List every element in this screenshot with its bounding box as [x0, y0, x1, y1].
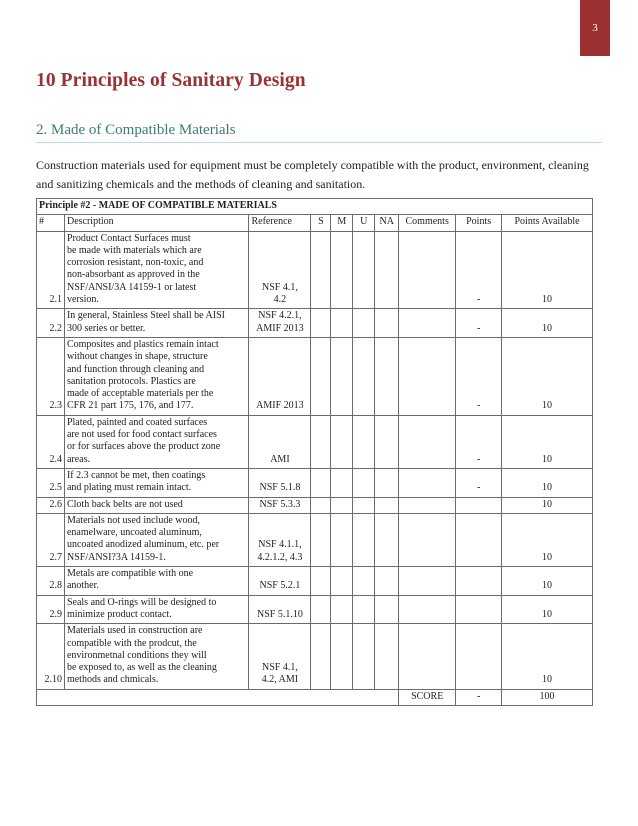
row-points — [456, 497, 502, 513]
table-title-row — [37, 199, 593, 215]
reference-line: 4.2 — [273, 294, 287, 306]
row-points: - — [456, 415, 502, 468]
description-line: environmetnal conditions they will — [66, 649, 207, 661]
row-reference — [249, 415, 311, 468]
row-s-cell — [311, 595, 331, 624]
description-line: Materials not used include wood, — [66, 514, 200, 526]
col-header-comments: Comments — [399, 215, 456, 231]
description-line: NSF/ANSI?3A 14159-1. — [66, 551, 166, 563]
row-comments-cell — [399, 567, 456, 596]
description-line: and function through cleaning and — [66, 363, 205, 375]
row-u-cell — [353, 595, 375, 624]
section-divider — [36, 142, 602, 143]
description-line: another. — [66, 580, 99, 592]
table-row — [37, 231, 593, 309]
description-line: methods and chmicals. — [66, 674, 159, 686]
row-number: 2.9 — [37, 595, 65, 624]
row-m-cell — [331, 337, 353, 415]
description-line: In general, Stainless Steel shall be AISI — [66, 310, 225, 322]
reference-line: NSF 5.3.3 — [259, 498, 301, 510]
row-s-cell — [311, 497, 331, 513]
row-reference — [249, 624, 311, 689]
row-na-cell — [375, 468, 399, 497]
row-comments-cell — [399, 595, 456, 624]
row-na-cell — [375, 415, 399, 468]
row-na-cell — [375, 567, 399, 596]
row-u-cell — [353, 309, 375, 338]
row-m-cell — [331, 468, 353, 497]
description-line: If 2.3 cannot be met, then coatings — [66, 469, 206, 481]
row-s-cell — [311, 624, 331, 689]
score-label: SCORE — [399, 689, 456, 705]
reference-line: AMIF 2013 — [256, 322, 304, 334]
row-u-cell — [353, 415, 375, 468]
description-line: and plating must remain intact. — [66, 482, 192, 494]
row-points-available: 10 — [502, 309, 593, 338]
col-header-description: Description — [64, 215, 249, 231]
row-number: 2.5 — [37, 468, 65, 497]
row-s-cell — [311, 415, 331, 468]
intro-paragraph: Construction materials used for equipment must be completely compatible with the product, environment, cleaning and sanitizing chemicals and the methods of cleaning and sanitation. — [36, 158, 589, 191]
row-reference — [249, 468, 311, 497]
row-points-available: 10 — [502, 513, 593, 566]
table-row — [37, 309, 593, 338]
row-na-cell — [375, 624, 399, 689]
row-s-cell — [311, 513, 331, 566]
row-number: 2.4 — [37, 415, 65, 468]
table-row — [37, 513, 593, 566]
description-line: be made with materials which are — [66, 244, 202, 256]
row-points — [456, 595, 502, 624]
row-u-cell — [353, 231, 375, 309]
row-na-cell — [375, 337, 399, 415]
row-u-cell — [353, 337, 375, 415]
row-description — [64, 231, 249, 309]
description-line: are not used for food contact surfaces — [66, 429, 217, 441]
description-line: sanitation protocols. Plastics are — [66, 375, 196, 387]
score-row — [37, 689, 593, 705]
description-line: made of acceptable materials per the — [66, 388, 214, 400]
description-line: without changes in shape, structure — [66, 351, 208, 363]
reference-line: NSF 5.2.1 — [259, 580, 301, 592]
reference-line: NSF 4.1, — [262, 662, 298, 674]
row-points: - — [456, 337, 502, 415]
description-line: CFR 21 part 175, 176, and 177. — [66, 400, 194, 412]
description-line: uncoated anodized aluminum, etc. per — [66, 539, 220, 551]
row-s-cell — [311, 468, 331, 497]
table-row — [37, 567, 593, 596]
col-header-number: # — [37, 215, 65, 231]
row-s-cell — [311, 567, 331, 596]
table-title: Principle #2 - MADE OF COMPATIBLE MATERIALS — [37, 199, 593, 215]
score-points: - — [456, 689, 502, 705]
row-reference — [249, 337, 311, 415]
row-points-available: 10 — [502, 337, 593, 415]
col-header-u: U — [353, 215, 375, 231]
row-comments-cell — [399, 497, 456, 513]
principles-table — [36, 198, 593, 706]
description-line: Plated, painted and coated surfaces — [66, 416, 208, 428]
row-description — [64, 337, 249, 415]
row-m-cell — [331, 309, 353, 338]
row-m-cell — [331, 595, 353, 624]
col-header-points-available: Points Available — [502, 215, 593, 231]
row-points-available: 10 — [502, 624, 593, 689]
row-description — [64, 595, 249, 624]
row-comments-cell — [399, 468, 456, 497]
row-comments-cell — [399, 231, 456, 309]
table-row — [37, 337, 593, 415]
row-comments-cell — [399, 415, 456, 468]
row-u-cell — [353, 624, 375, 689]
row-points — [456, 624, 502, 689]
row-na-cell — [375, 231, 399, 309]
row-reference — [249, 309, 311, 338]
row-comments-cell — [399, 309, 456, 338]
row-points-available: 10 — [502, 567, 593, 596]
table-row — [37, 595, 593, 624]
reference-line: AMI — [270, 453, 290, 465]
description-line: Seals and O-rings will be designed to — [66, 596, 217, 608]
row-description — [64, 415, 249, 468]
row-comments-cell — [399, 337, 456, 415]
row-description — [64, 624, 249, 689]
row-m-cell — [331, 415, 353, 468]
section-title: 2. Made of Compatible Materials — [36, 122, 236, 138]
row-number: 2.8 — [37, 567, 65, 596]
description-line: be exposed to, as well as the cleaning — [66, 662, 217, 674]
reference-line: NSF 4.1.1, — [258, 539, 302, 551]
description-line: Product Contact Surfaces must — [66, 232, 191, 244]
row-description — [64, 468, 249, 497]
row-u-cell — [353, 468, 375, 497]
description-line: or for surfaces above the product zone — [66, 441, 221, 453]
row-number: 2.6 — [37, 497, 65, 513]
row-points-available: 10 — [502, 415, 593, 468]
row-m-cell — [331, 231, 353, 309]
description-line: minimize product contact. — [66, 608, 172, 620]
row-number: 2.1 — [37, 231, 65, 309]
description-line: Metals are compatible with one — [66, 568, 194, 580]
row-number: 2.10 — [37, 624, 65, 689]
description-line: enamelware, uncoated aluminum, — [66, 527, 202, 539]
row-m-cell — [331, 624, 353, 689]
row-reference — [249, 497, 311, 513]
document-title: 10 Principles of Sanitary Design — [36, 70, 306, 91]
row-m-cell — [331, 567, 353, 596]
column-header-row — [37, 215, 593, 231]
table-row — [37, 415, 593, 468]
description-line: Composites and plastics remain intact — [66, 338, 219, 350]
row-reference — [249, 567, 311, 596]
row-m-cell — [331, 497, 353, 513]
description-line: 300 series or better. — [66, 322, 146, 334]
row-points: - — [456, 231, 502, 309]
row-description — [64, 567, 249, 596]
score-points-available: 100 — [502, 689, 593, 705]
row-points: - — [456, 468, 502, 497]
row-points — [456, 567, 502, 596]
table-row — [37, 468, 593, 497]
row-points: - — [456, 309, 502, 338]
description-line: Cloth back belts are not used — [66, 498, 183, 510]
reference-line: 4.2, AMI — [261, 674, 299, 686]
row-points — [456, 513, 502, 566]
description-line: areas. — [66, 453, 91, 465]
score-row-blank — [37, 689, 399, 705]
row-u-cell — [353, 513, 375, 566]
row-comments-cell — [399, 513, 456, 566]
row-s-cell — [311, 337, 331, 415]
row-u-cell — [353, 497, 375, 513]
description-line: compatible with the prodcut, the — [66, 637, 197, 649]
row-comments-cell — [399, 624, 456, 689]
reference-line: AMIF 2013 — [256, 400, 304, 412]
table-row — [37, 624, 593, 689]
reference-line: NSF 5.1.10 — [257, 608, 303, 620]
row-points-available: 10 — [502, 468, 593, 497]
row-description — [64, 513, 249, 566]
col-header-m: M — [331, 215, 353, 231]
description-line: non-absorbant as approved in the — [66, 269, 200, 281]
reference-line: 4.2.1.2, 4.3 — [257, 551, 303, 563]
row-number: 2.3 — [37, 337, 65, 415]
page-number: 3 — [592, 22, 598, 34]
description-line: NSF/ANSI/3A 14159-1 or latest — [66, 281, 197, 293]
row-description — [64, 497, 249, 513]
row-reference — [249, 231, 311, 309]
row-s-cell — [311, 309, 331, 338]
row-reference — [249, 513, 311, 566]
reference-line: NSF 5.1.8 — [259, 482, 301, 494]
row-na-cell — [375, 497, 399, 513]
col-header-reference: Reference — [249, 215, 311, 231]
row-number: 2.7 — [37, 513, 65, 566]
reference-line: NSF 4.1, — [262, 281, 298, 293]
table-row — [37, 497, 593, 513]
description-line: version. — [66, 294, 99, 306]
col-header-points: Points — [456, 215, 502, 231]
description-line: corrosion resistant, non-toxic, and — [66, 257, 204, 269]
row-m-cell — [331, 513, 353, 566]
row-na-cell — [375, 513, 399, 566]
row-na-cell — [375, 309, 399, 338]
col-header-s: S — [311, 215, 331, 231]
col-header-na: NA — [375, 215, 399, 231]
row-number: 2.2 — [37, 309, 65, 338]
row-description — [64, 309, 249, 338]
description-line: Materials used in construction are — [66, 625, 203, 637]
row-s-cell — [311, 231, 331, 309]
row-na-cell — [375, 595, 399, 624]
page-number-tab — [580, 0, 610, 56]
reference-line: NSF 4.2.1, — [258, 310, 302, 322]
row-points-available: 10 — [502, 595, 593, 624]
row-points-available: 10 — [502, 497, 593, 513]
row-points-available: 10 — [502, 231, 593, 309]
row-reference — [249, 595, 311, 624]
row-u-cell — [353, 567, 375, 596]
